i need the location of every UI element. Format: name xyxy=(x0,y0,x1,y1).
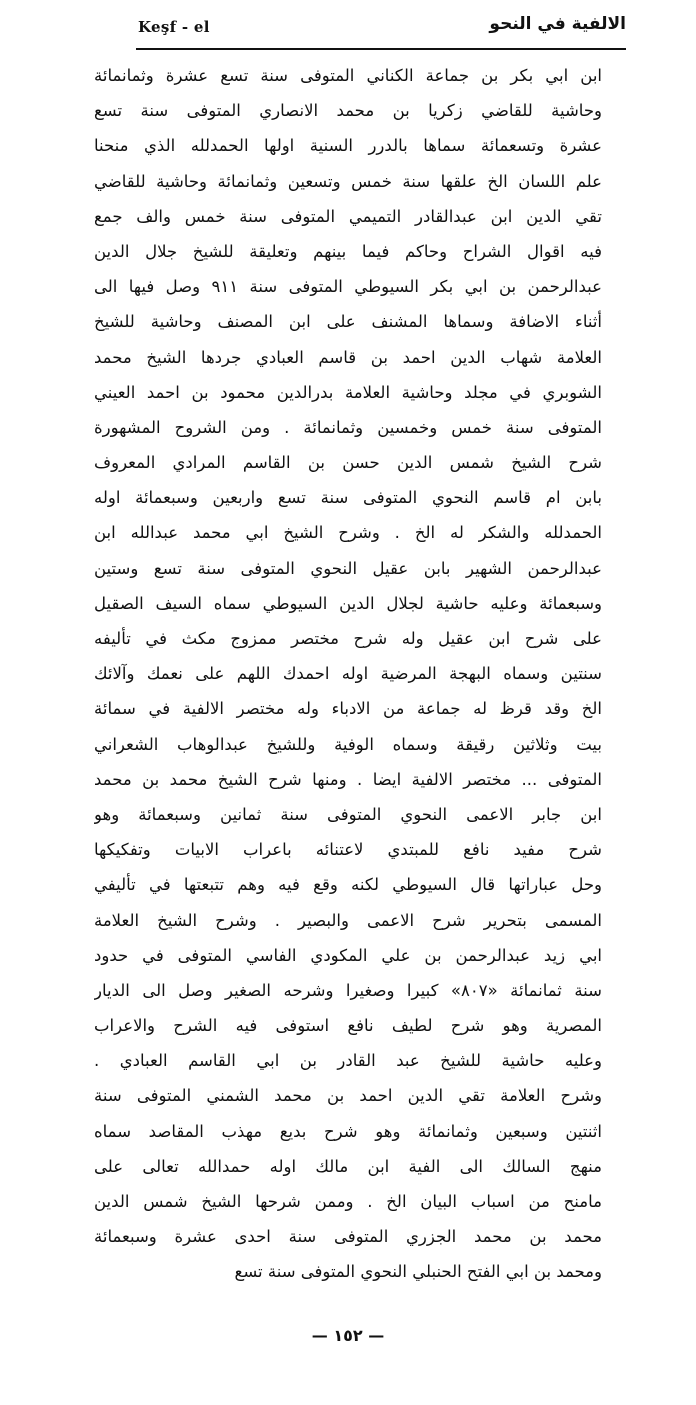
text-line: وشرح العلامة تقي الدين احمد بن محمد الشمني المتوفى سنة xyxy=(94,1086,602,1106)
text-line: اثنتين وسبعين وثمانمائة وهو شرح بديع مهذب المقاصد سماه xyxy=(94,1121,602,1141)
header-rule xyxy=(136,48,626,50)
body-text xyxy=(94,58,602,1290)
text-line: ابي زيد عبدالرحمن بن علي المكودي الفاسي المتوفى في حدود xyxy=(94,945,602,965)
running-header xyxy=(138,14,626,42)
text-line: شرح مفيد نافع للمبتدي لاعتنائه باعراب الابيات وتفكيكها xyxy=(94,840,602,860)
text-line: على شرح ابن عقيل وله شرح مختصر ممزوج مكث في تأليفه xyxy=(94,629,602,648)
text-line: شرح الشيخ شمس الدين حسن بن القاسم المرادي المعروف xyxy=(94,453,602,473)
text-line: سنتين وسماه البهجة المرضية اوله احمدك اللهم على نعمك وآلائك xyxy=(94,664,602,684)
text-line: ومحمد بن ابي الفتح الحنبلي النحوي المتوفى سنة تسع xyxy=(234,1262,602,1282)
text-line: ابن جابر الاعمى النحوي المتوفى سنة ثمانين وسبعمائة وهو xyxy=(94,804,602,824)
page-number: — ١٥٢ — xyxy=(311,1326,385,1345)
text-line: فيه اقوال الشراح وحاكم فيما بينهم وتعليقة للشيخ جلال الدين xyxy=(94,241,602,261)
text-line: المصرية وهو شرح لطيف نافع استوفى فيه الشرح والاعراب xyxy=(94,1016,602,1036)
text-line: الشوبري في مجلد وحاشية العلامة بدرالدين محمود بن احمد العيني xyxy=(94,382,602,402)
text-line: وسبعمائة وعليه حاشية لجلال الدين السيوطي سماه السيف الصقيل xyxy=(94,593,602,613)
text-line: عبدالرحمن بن ابي بكر السيوطي المتوفى سنة ٩١١ وصل فيها الى xyxy=(94,277,602,297)
text-line: سنة ثمانمائة «٨٠٧» كبيرا وصغيرا وشرحه الصغير وصل الى الديار xyxy=(94,980,602,1000)
text-line: محمد بن محمد الجزري المتوفى سنة احدى عشرة وسبعمائة xyxy=(94,1227,602,1247)
text-line: وعليه حاشية للشيخ عبد القادر بن ابي القاسم العبادي . xyxy=(94,1051,602,1071)
text-line: عبدالرحمن الشهير بابن عقيل النحوي المتوفى سنة تسع وستين xyxy=(94,558,602,578)
text-line: العلامة شهاب الدين احمد بن قاسم العبادي جردها الشيخ محمد xyxy=(94,347,602,367)
text-line: وحاشية للقاضي زكريا بن محمد الانصاري المتوفى سنة تسع xyxy=(94,101,602,121)
header-latin-title: Keşf - el xyxy=(138,18,210,36)
text-line: الخ وقد قرظ له جماعة من الادباء وله مختصر الالفية في سمائة xyxy=(94,699,602,719)
text-line: المسمى بتحرير شرح الاعمى والبصير . وشرح الشيخ العلامة xyxy=(94,910,602,930)
text-line: تقي الدين ابن عبدالقادر التميمي المتوفى سنة خمس والف جمع xyxy=(94,206,602,226)
text-line: المتوفى ... مختصر الالفية ايضا . ومنها شرح الشيخ محمد بن محمد xyxy=(94,769,602,789)
text-line: بابن ام قاسم النحوي المتوفى سنة تسع واربعين وسبعمائة اوله xyxy=(94,488,602,508)
text-line: مامنح من اسباب البيان الخ . وممن شرحها الشيخ شمس الدين xyxy=(94,1192,602,1211)
text-line: عشرة وتسعمائة سماها بالدرر السنية اولها الحمدلله الذي منحنا xyxy=(94,136,602,156)
header-arabic-title: الالفية في النحو xyxy=(489,14,626,34)
text-line: الحمدلله والشكر له الخ . وشرح الشيخ ابي محمد عبدالله ابن xyxy=(94,523,602,543)
text-line: بيت وثلاثين رقيقة وسماه الوفية وللشيخ عبدالوهاب الشعراني xyxy=(94,734,602,754)
text-line: منهج السالك الى الفية ابن مالك اوله حمدالله تعالى على xyxy=(94,1156,602,1176)
text-line: ابن ابي بكر بن جماعة الكناني المتوفى سنة تسع عشرة وثمانمائة xyxy=(94,66,602,85)
text-line: أثناء الاضافة وسماها المشنف على ابن المصنف وحاشية للشيخ xyxy=(94,312,602,332)
text-line: المتوفى سنة خمس وخمسين وثمانمائة . ومن الشروح المشهورة xyxy=(94,417,602,437)
text-line: علم اللسان الخ علقها سنة خمس وتسعين وثمانمائة وحاشية للقاضي xyxy=(94,171,602,191)
text-line: وحل عباراتها قال السيوطي لكنه وقع فيه وهم تتبعتها في تأليفي xyxy=(94,875,602,895)
